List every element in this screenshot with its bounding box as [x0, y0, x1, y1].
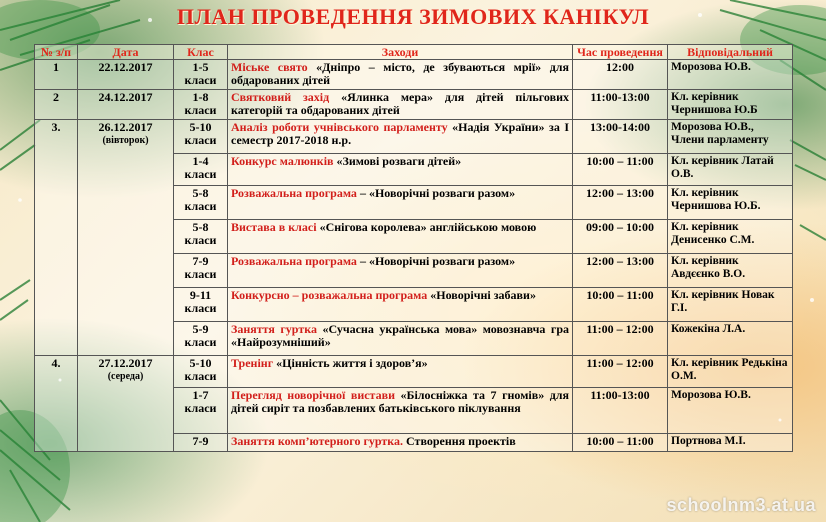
cell-time: 13:00-14:00 — [573, 120, 668, 154]
cell-time: 10:00 – 11:00 — [573, 434, 668, 452]
cell-responsible: Портнова М.І. — [668, 434, 793, 452]
cell-class: 5-9 класи — [174, 322, 228, 356]
event-description: «Сучасна українська мова» мовознавча гра «Найрозумніший» — [231, 322, 569, 349]
table-row — [35, 356, 793, 388]
date-text: 24.12.2017 — [98, 90, 153, 104]
event-description: Створення проектів — [403, 434, 516, 448]
event-type: Конкурсно – розважальна програма — [231, 288, 428, 302]
cell-class: 5-8 класи — [174, 220, 228, 254]
event-type: Розважальна програма — [231, 186, 357, 200]
cell-class: 1-4 класи — [174, 154, 228, 186]
cell-time: 12:00 — [573, 60, 668, 90]
cell-class: 1-8 класи — [174, 90, 228, 120]
cell-date — [78, 90, 174, 120]
cell-responsible: Морозова Ю.В. — [668, 60, 793, 90]
cell-date — [78, 356, 174, 452]
page-title: ПЛАН ПРОВЕДЕННЯ ЗИМОВИХ КАНІКУЛ — [176, 4, 650, 29]
header-events: Заходи — [228, 45, 573, 60]
weekday-text: (середа) — [107, 371, 144, 382]
date-text: 27.12.2017 — [98, 356, 153, 370]
cell-date — [78, 120, 174, 356]
cell-event — [228, 220, 573, 254]
event-description: «Надія України» за І семестр 2017-2018 н.р. — [231, 120, 570, 147]
cell-class: 9-11 класи — [174, 288, 228, 322]
event-type: Аналіз роботи учнівського парламенту — [231, 120, 448, 134]
cell-event — [228, 322, 573, 356]
cell-time: 10:00 – 11:00 — [573, 288, 668, 322]
cell-class: 7-9 класи — [174, 254, 228, 288]
header-num: № з/п — [35, 45, 78, 60]
cell-event — [228, 154, 573, 186]
event-description: «Білосніжка та 7 гномів» для дітей сиріт та позбавлених батьківського піклування — [231, 388, 569, 415]
event-description: «Зимові розваги дітей» — [333, 154, 462, 168]
event-type: Заняття комп’ютерного гуртка. — [231, 434, 404, 448]
date-text: 26.12.2017 — [98, 120, 153, 134]
cell-responsible: Кл. керівник Чернишова Ю.Б — [668, 90, 793, 120]
cell-time: 11:00-13:00 — [573, 388, 668, 434]
cell-class: 5-10 класи — [174, 356, 228, 388]
cell-responsible: Кожекіна Л.А. — [668, 322, 793, 356]
event-description: «Ялинка мера» для дітей пільгових категорій та обдарованих дітей — [231, 90, 569, 117]
cell-responsible: Кл. керівник Денисенко С.М. — [668, 220, 793, 254]
header-responsible: Відповідальний — [668, 45, 793, 60]
cell-event — [228, 254, 573, 288]
cell-responsible: Кл. керівник Латай О.В. — [668, 154, 793, 186]
cell-time: 12:00 – 13:00 — [573, 186, 668, 220]
table-row — [35, 120, 793, 154]
cell-class: 1-7 класи — [174, 388, 228, 434]
cell-num: 1 — [35, 60, 78, 90]
event-type: Міське свято — [231, 60, 308, 74]
watermark: schoolnm3.at.ua — [666, 495, 816, 515]
cell-class: 5-8 класи — [174, 186, 228, 220]
cell-event — [228, 356, 573, 388]
cell-num: 2 — [35, 90, 78, 120]
cell-time: 10:00 – 11:00 — [573, 154, 668, 186]
schedule-table — [34, 44, 793, 452]
cell-num: 4. — [35, 356, 78, 452]
cell-responsible: Кл. керівник Чернишова Ю.Б. — [668, 186, 793, 220]
cell-responsible: Морозова Ю.В., Члени парламенту — [668, 120, 793, 154]
table-row — [35, 90, 793, 120]
event-description: – «Новорічні розваги разом» — [356, 186, 516, 200]
weekday-text: (вівторок) — [102, 135, 149, 146]
header-date: Дата — [78, 45, 174, 60]
cell-time: 09:00 – 10:00 — [573, 220, 668, 254]
cell-num: 3. — [35, 120, 78, 356]
cell-event — [228, 186, 573, 220]
event-type: Конкурс малюнків — [231, 154, 334, 168]
cell-responsible: Морозова Ю.В. — [668, 388, 793, 434]
cell-event — [228, 434, 573, 452]
event-description: – «Новорічні розваги разом» — [356, 254, 516, 268]
event-type: Заняття гуртка — [231, 322, 317, 336]
table-header-row — [35, 45, 793, 60]
cell-event — [228, 120, 573, 154]
cell-class: 5-10 класи — [174, 120, 228, 154]
event-type: Вистава в класі — [231, 220, 317, 234]
cell-event — [228, 288, 573, 322]
cell-time: 11:00 – 12:00 — [573, 356, 668, 388]
date-text: 22.12.2017 — [98, 60, 153, 74]
cell-responsible: Кл. керівник Авдєєнко В.О. — [668, 254, 793, 288]
cell-class: 1-5 класи — [174, 60, 228, 90]
event-type: Тренінг — [231, 356, 274, 370]
cell-date — [78, 60, 174, 90]
cell-responsible: Кл. керівник Новак Г.І. — [668, 288, 793, 322]
event-description: «Цінність життя і здоров’я» — [273, 356, 428, 370]
cell-event — [228, 388, 573, 434]
event-description: «Дніпро – місто, де збуваються мрії» для обдарованих дітей — [231, 60, 569, 87]
event-type: Розважальна програма — [231, 254, 357, 268]
cell-class: 7-9 — [174, 434, 228, 452]
event-description: «Новорічні забави» — [427, 288, 536, 302]
cell-time: 12:00 – 13:00 — [573, 254, 668, 288]
cell-time: 11:00 – 12:00 — [573, 322, 668, 356]
cell-responsible: Кл. керівник Редькіна О.М. — [668, 356, 793, 388]
header-time: Час проведення — [573, 45, 668, 60]
cell-time: 11:00-13:00 — [573, 90, 668, 120]
cell-event — [228, 90, 573, 120]
event-description: «Снігова королева» англійською мовою — [316, 220, 537, 234]
cell-event — [228, 60, 573, 90]
header-class: Клас — [174, 45, 228, 60]
event-type: Перегляд новорічної вистави — [231, 388, 395, 402]
table-row — [35, 60, 793, 90]
event-type: Святковий захід — [231, 90, 330, 104]
